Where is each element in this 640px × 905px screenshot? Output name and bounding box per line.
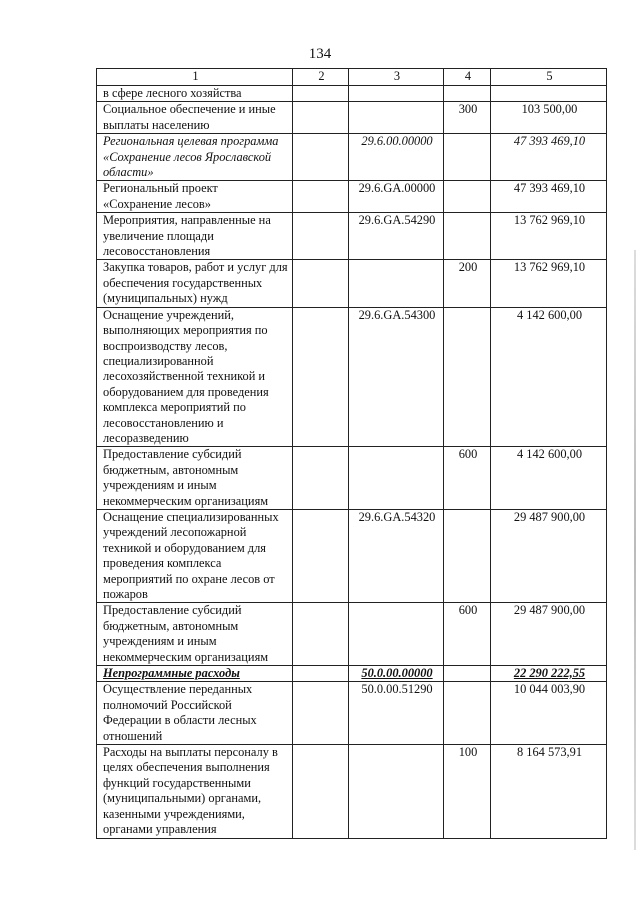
table-row [97, 603, 607, 666]
row-sum-cell: 29 487 900,00 [491, 603, 607, 666]
table-row [97, 181, 607, 213]
row-blank-cell [293, 260, 349, 307]
row-blank-cell [293, 307, 349, 447]
table-row [97, 260, 607, 307]
row-blank-cell [293, 509, 349, 602]
row-expense-type-cell: 100 [444, 745, 491, 838]
row-name-cell: Непрограммные расходы [97, 666, 293, 682]
row-sum-cell: 29 487 900,00 [491, 509, 607, 602]
row-expense-type-cell: 600 [444, 447, 491, 510]
row-code-cell: 29.6.00.00000 [349, 134, 444, 181]
header-cell-4: 4 [444, 69, 491, 86]
row-code-cell [349, 603, 444, 666]
table-row [97, 682, 607, 745]
row-expense-type-cell: 200 [444, 260, 491, 307]
table-row [97, 509, 607, 602]
row-expense-type-cell: 600 [444, 603, 491, 666]
row-expense-type-cell [444, 666, 491, 682]
row-sum-cell: 4 142 600,00 [491, 447, 607, 510]
budget-table [96, 68, 607, 839]
table-row [97, 447, 607, 510]
row-blank-cell [293, 86, 349, 102]
row-expense-type-cell [444, 134, 491, 181]
row-code-cell: 29.6.GA.54290 [349, 213, 444, 260]
row-sum-cell: 8 164 573,91 [491, 745, 607, 838]
row-name-cell: Закупка товаров, работ и услуг для обеспечения государственных (муниципальных) нужд [97, 260, 293, 307]
table-row [97, 745, 607, 838]
row-expense-type-cell [444, 682, 491, 745]
row-code-cell [349, 745, 444, 838]
row-expense-type-cell [444, 86, 491, 102]
row-sum-cell [491, 86, 607, 102]
header-cell-5: 5 [491, 69, 607, 86]
row-name-cell: Региональная целевая программа «Сохранение лесов Ярославской области» [97, 134, 293, 181]
table-row [97, 102, 607, 134]
row-sum-cell: 22 290 222,55 [491, 666, 607, 682]
row-sum-cell: 4 142 600,00 [491, 307, 607, 447]
row-name-cell: Региональный проект «Сохранение лесов» [97, 181, 293, 213]
table-header-row [97, 69, 607, 86]
row-expense-type-cell [444, 181, 491, 213]
scan-edge-shadow [634, 250, 636, 850]
row-code-cell: 29.6.GA.54300 [349, 307, 444, 447]
header-cell-1: 1 [97, 69, 293, 86]
row-blank-cell [293, 666, 349, 682]
row-name-cell: Мероприятия, направленные на увеличение площади лесовосстановления [97, 213, 293, 260]
table-row [97, 134, 607, 181]
row-code-cell [349, 447, 444, 510]
row-sum-cell: 47 393 469,10 [491, 134, 607, 181]
row-blank-cell [293, 603, 349, 666]
row-code-cell [349, 102, 444, 134]
row-expense-type-cell [444, 307, 491, 447]
header-cell-2: 2 [293, 69, 349, 86]
row-expense-type-cell [444, 213, 491, 260]
table-row [97, 666, 607, 682]
row-code-cell: 50.0.00.00000 [349, 666, 444, 682]
row-name-cell: Оснащение учреждений, выполняющих мероприятия по воспроизводству лесов, специализированной лесохозяйственной техникой и оборудованием для проведения комплекса мероприятий по лесовосстановлению и лесоразведению [97, 307, 293, 447]
row-blank-cell [293, 134, 349, 181]
row-name-cell: Предоставление субсидий бюджетным, автономным учреждениям и иным некоммерческим организациям [97, 603, 293, 666]
row-name-cell: Осуществление переданных полномочий Российской Федерации в области лесных отношений [97, 682, 293, 745]
header-cell-3: 3 [349, 69, 444, 86]
row-sum-cell: 103 500,00 [491, 102, 607, 134]
row-sum-cell: 47 393 469,10 [491, 181, 607, 213]
row-blank-cell [293, 213, 349, 260]
row-sum-cell: 10 044 003,90 [491, 682, 607, 745]
row-expense-type-cell [444, 509, 491, 602]
row-blank-cell [293, 682, 349, 745]
row-name-cell: Предоставление субсидий бюджетным, автономным учреждениям и иным некоммерческим организациям [97, 447, 293, 510]
row-code-cell: 29.6.GA.00000 [349, 181, 444, 213]
row-code-cell [349, 260, 444, 307]
table-row [97, 307, 607, 447]
row-blank-cell [293, 447, 349, 510]
row-sum-cell: 13 762 969,10 [491, 260, 607, 307]
row-code-cell: 29.6.GA.54320 [349, 509, 444, 602]
row-sum-cell: 13 762 969,10 [491, 213, 607, 260]
table-row [97, 213, 607, 260]
row-code-cell: 50.0.00.51290 [349, 682, 444, 745]
row-name-cell: Социальное обеспечение и иные выплаты населению [97, 102, 293, 134]
row-blank-cell [293, 745, 349, 838]
row-name-cell: в сфере лесного хозяйства [97, 86, 293, 102]
page-number: 134 [308, 46, 332, 62]
row-code-cell [349, 86, 444, 102]
row-blank-cell [293, 181, 349, 213]
table-row [97, 86, 607, 102]
row-name-cell: Оснащение специализированных учреждений лесопожарной техникой и оборудованием для проведения комплекса мероприятий по охране лесов от пожаров [97, 509, 293, 602]
row-blank-cell [293, 102, 349, 134]
row-name-cell: Расходы на выплаты персоналу в целях обеспечения выполнения функций государственными (муниципальными) органами, казенными учреждениями, органами управления [97, 745, 293, 838]
row-expense-type-cell: 300 [444, 102, 491, 134]
